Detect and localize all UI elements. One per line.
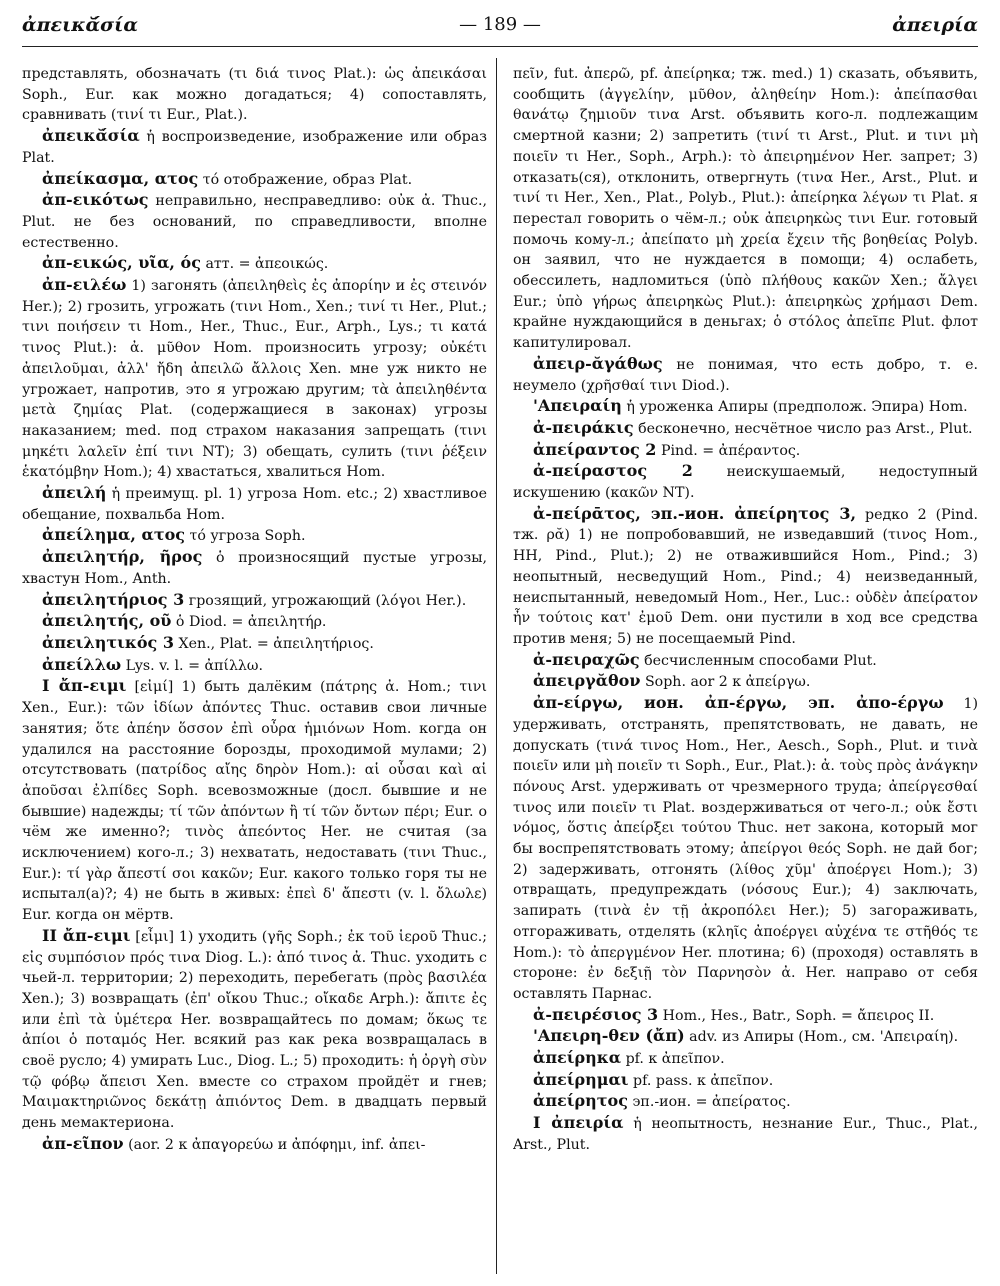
dictionary-entry [22, 547, 487, 589]
entry-headword: ἀ-πειράκις [533, 417, 634, 437]
dictionary-entry [22, 253, 487, 275]
dictionary-entry [22, 275, 487, 483]
dictionary-entry [513, 396, 978, 418]
entry-headword: ἀπείρητος [533, 1091, 628, 1111]
entry-headword: ἀπειλητήρ, ῆρος [42, 547, 203, 567]
entry-headword: ἀπείρημαι [533, 1069, 629, 1089]
dictionary-entry [22, 655, 487, 677]
entry-headword: I ἄπ-ειμι [42, 676, 127, 696]
entry-definition: ἡ преимущ. pl. 1) угроза Hom. etc.; 2) хвастливое обещание, похвальба Hom. [22, 486, 487, 523]
entry-definition: ὁ произносящий пустые угрозы, хвастун Hom., Anth. [22, 550, 487, 587]
dictionary-entry [513, 693, 978, 1005]
entry-headword: ἀπ-εῖπον [42, 1133, 124, 1153]
entry-headword: II ἄπ-ειμι [42, 925, 131, 945]
running-head [22, 14, 978, 44]
entry-headword: ἀπείρηκα [533, 1048, 622, 1068]
entry-headword: ἀπείκασμα, ατος [42, 168, 199, 188]
dictionary-entry [22, 926, 487, 1134]
dictionary-entry [513, 354, 978, 396]
entry-definition: бесконечно, несчётное число раз Arst., Plut. [633, 420, 973, 437]
header-rule [22, 46, 978, 47]
entry-definition: редко 2 (Pind. тж. ρᾰ) 1) не попробовавший, не изведавший (τινος Hom., HH, Pind., Plut.); 2) не отважившийся Hom., Pind.; 3) неопытный, несведущий Hom., Pind.; 4) неизведанный, неиспытанный, неведомый Hom., Her., Luc.: οὐδὲν ἀπείρατον ἦν τούτοις κατ' ἐμοῦ Dem. они пустили в ход все средства против меня; 5) не посещаемый Pind. [513, 506, 978, 647]
entry-definition: ἡ уроженка Апиры (предполож. Эпира) Hom. [621, 399, 968, 416]
entry-headword: ἀ-πείραστος 2 [533, 461, 693, 481]
entry-headword: ἀπεικᾰ́σία [42, 126, 140, 146]
entry-definition: 1) загонять (ἀπειληθεὶς ἐς ἀπορίην и ἐς στεινόν Her.); 2) грозить, угрожать (τινι Hom., Xen.; τινί τι Her., Plut.; τινι ποιήσειν τι Hom., Her., Thuc., Eur., Arph., Lys.; τι κατά τινος Plut.): ἀ. μῦθον Hom. произносить угрозу; οὐκέτι ἀπειλοῦμαι, ἀλλ' ἤδη ἀπειλῶ ἄλλοις Xen. мне уж никто не угрожает, напротив, это я угрожаю другим; τὰ ἀπειληθέντα μετὰ ζημίας Plat. (содержащиеся в законах) угрозы наказанием; med. под страхом наказания запрещать (τινι μηκέτι λαλεῖν ἐπί τινι NT); 3) обещать, сулить (τινι ῥέξειν ἑκατόμβην Hom.); 4) хвастаться, хвалиться Hom. [22, 278, 487, 481]
entry-headword: ἀπείραντος 2 [533, 439, 657, 459]
dictionary-entry [513, 1048, 978, 1070]
entry-headword: ἀ-πείρᾱτος, эп.-ион. ἀπείρητος 3, [533, 503, 857, 523]
dictionary-entry [513, 1113, 978, 1155]
dictionary-entry [513, 418, 978, 440]
entry-headword: I ἀπειρία [533, 1113, 624, 1133]
entry-definition: ὁ Diod. = ἀπειλητήρ. [171, 614, 327, 631]
entry-headword: ἀπειργᾰθον [533, 671, 641, 691]
entry-headword: ἀπείλλω [42, 654, 122, 674]
dictionary-entry [513, 671, 978, 693]
column-divider [496, 58, 497, 1274]
dictionary-entry [22, 1134, 487, 1156]
dictionary-entry [22, 633, 487, 655]
entry-headword: ἀπ-εικότως [42, 190, 149, 210]
dictionary-entry [22, 64, 487, 126]
dictionary-entry [22, 611, 487, 633]
entry-definition: [εἰμί] 1) быть далёким (πάτρης ἀ. Hom.; τινι Xen., Eur.): τῶν ἰδίων ἀπόντες Thuc. оставив свои личные занятия; ὅτε ἀπέην ὅσσον ἐπὶ οὖρα ἡμιόνων Hom. когда он удалился на расстояние борозды, проходимой мулами; 2) отсутствовать (πατρίδος αἴης δηρὸν Hom.): αἱ οὖσαι καὶ αἱ ἀποῦσαι ἐλπίδες Soph. всевозможные (досл. бывшие и не бывшие) надежды; τί τῶν ἀπόντων ἢ τί τῶν ὄντων πέρι; Eur. о чём же именно?; τινὸς ἀπεόντος Her. не считая (за исключением) кого-л.; 3) нехватать, недоставать (τινι Thuc., Eur.): τί γὰρ ἄπεστί σοι κακῶν; Eur. какого только горя ты не испытал(а)?; 4) не быть в живых: ἐπεὶ δ' ἄπεστι (v. l. ὄλωλε) Eur. когда он мёртв. [22, 679, 487, 924]
entry-headword: ἀπ-ειλέω [42, 275, 127, 295]
dictionary-entry [513, 1026, 978, 1048]
dictionary-entry [513, 1005, 978, 1027]
dictionary-entry [22, 590, 487, 612]
entry-definition: pf. к ἀπεῖπον. [621, 1051, 725, 1068]
entry-headword: 'Απειρη-θεν (ἄπ) [533, 1026, 685, 1046]
entry-definition: эп.-ион. = ἀπείρατος. [627, 1094, 791, 1111]
entry-headword: ἀπειρ-ᾰγάθως [533, 353, 663, 373]
dictionary-entry [513, 504, 978, 650]
entry-definition: представлять, обозначать (τι διά τινος Plat.): ὡς ἀπεικάσαι Soph., Eur. как можно догадаться; 4) сопоставлять, сравнивать (τινί τι Eur., Plat.). [22, 66, 487, 124]
entry-definition: (aor. 2 к ἀπαγορεύω и ἀπόφημι, inf. ἀπει- [123, 1136, 426, 1153]
entry-definition: Pind. = ἀπέραντος. [656, 442, 801, 459]
entry-headword: ἀ-πειραχῶς [533, 649, 640, 669]
entry-headword: 'Απειραίη [533, 396, 622, 416]
entry-definition: 1) удерживать, отстранять, препятствовать, не давать, не допускать (τινά τινος Hom., Her., Aesch., Soph., Plut. и τινὰ ποιεῖν или μὴ ποιεῖν τι Soph., Eur., Plat.): ἀ. τοὺς πρὸς ἀνάγκην πόνους Arst. удерживать от чрезмерного труда; ἀπείργεσθαί τινος или ποιεῖν τι Plat. воздерживаться от чего-л.; οὐκ ἔστι νόμος, ὅστις ἀπείρξει τούτου Thuc. нет закона, который мог бы воспрепятствовать этому; ἀπείργοι θεός Soph. не дай бог; 2) задерживать, отгонять (λίθος χῦμ' ἀποέργει Hom.); 3) отвращать, предупреждать (νόσους Eur.); 4) заключать, запирать (τινὰ ἐν τῇ ἀκροπόλει Her.); 5) загораживать, отгораживать, отделять (κληῖς ἀποέργει αὐχένα τε στῆθός τε Hom.): τὸ ἀπεργμένον Her. плотина; 6) (проходя) оставлять в стороне: ἐν δεξιῇ τὸν Παρνησὸν ἀ. Her. направо от себя оставлять Парнас. [513, 696, 978, 1002]
entry-definition: πεῖν, fut. ἀπερῶ, pf. ἀπείρηκα; тж. med.) 1) сказать, объявить, сообщить (ἀγγελίην, μῦθον, ἀληθείην Hom.): ἀπείπασθαι θανάτῳ ζημιοῦν τινα Arst. объявить кого-л. подлежащим смертной казни; 2) запретить (τινί τι Arst., Plut. и τινι μὴ ποιεῖν τι Her., Soph., Arph.): τὸ ἀπειρημένον Her. запрет; 3) отказать(ся), отклонить, отвергнуть (τινα Her., Arst., Plut. и τινί τι Her., Xen., Plat., Polyb., Plut.): ἀπείρηκα λέγων τι Plat. я перестал говорить о чём-л.; οὐκ ἀπειρηκὼς τινι Eur. готовый помочь кому-л.; ἀπείπατο μὴ χρεία ἔχειν τῆς βοηθείας Polyb. он заявил, что не нуждается в помощи; 4) ослабеть, обессилеть, надломиться (ὑπὸ πλήθους κακῶν Xen.; ἄλγει Eur.; ὑπὸ γήρως ἀπειρηκὼς Plut.): ἀπειρηκὼς χρήμασι Dem. крайне нуждающийся в деньгах; ὁ στόλος ἀπεῖπε Plut. флот капитулировал. [513, 66, 978, 352]
entry-definition: ἡ неопытность, незнание Eur., Thuc., Plat., Arst., Plut. [513, 1116, 978, 1153]
dictionary-entry [22, 676, 487, 925]
dictionary-entry [513, 1070, 978, 1092]
entry-definition: грозящий, угрожающий (λόγοι Her.). [184, 592, 467, 609]
entry-definition: атт. = ἀπεοικώς. [200, 256, 329, 273]
dictionary-entry [513, 1091, 978, 1113]
dictionary-entry [22, 525, 487, 547]
dictionary-entry [513, 64, 978, 354]
dictionary-entry [513, 461, 978, 503]
entry-headword: ἀπειλητήριος 3 [42, 589, 185, 609]
entry-headword: ἀπείλημα, ατος [42, 525, 185, 545]
entry-definition: не понимая, что есть добро, т. е. неумело (χρῆσθαί τινι Diod.). [513, 356, 978, 394]
dictionary-entry [513, 650, 978, 672]
dictionary-entry [513, 440, 978, 462]
left-column [22, 64, 487, 1274]
entry-headword: ἀπειλητικός 3 [42, 632, 174, 652]
entry-definition: τό отображение, образ Plat. [198, 171, 413, 188]
entry-definition: бесчисленным способами Plut. [639, 652, 877, 669]
dictionary-entry [22, 169, 487, 191]
entry-definition: Xen., Plat. = ἀπειλητήριος. [173, 635, 374, 652]
entry-definition: Lys. v. l. = ἀπίλλω. [121, 657, 264, 674]
entry-definition: ἡ воспроизведение, изображение или образ Plat. [22, 129, 487, 166]
entry-definition: [εἶμι] 1) уходить (γῆς Soph.; ἐκ τοῦ ἱεροῦ Thuc.; εἰς συμπόσιον πρός τινα Diog. L.): ἀπό τινος ἀ. Thuc. уходить с чьей-л. территории; 2) переходить, перебегать (πρὸς βασιλέα Xen.); 3) возвращать (ἐπ' οἴκου Thuc.; οἴκαδε Arph.): ἄπιτε ἐς или ἐπὶ τὰ ὑμέτερα Her. возвращайтесь по домам; ὅκως τε ἀπίοι ὁ ποταμός Her. всякий раз как река возвращалась в своё русло; 4) умирать Luc., Diog. L.; 5) проходить: ἡ ὀργὴ σὺν τῷ φόβῳ ἄπεισι Xen. вместе со страхом пройдёт и гнев; Μαιμακτηριῶνος δεκάτῃ ἀπιόντος Dem. в двадцать первый день мемактериона. [22, 928, 487, 1132]
entry-headword: ἀπ-εικώς, υῖα, ός [42, 253, 201, 273]
entry-headword: ἀπειλή [42, 483, 107, 503]
entry-definition: adv. из Апиры (Hom., см. 'Απειραίη). [684, 1029, 959, 1046]
entry-headword: ἀπειλητής, οῦ [42, 611, 172, 631]
entry-definition: Hom., Hes., Batr., Soph. = ἄπειρος II. [658, 1007, 935, 1024]
right-column [513, 64, 978, 1274]
page-number: — 189 — [459, 14, 541, 35]
entry-definition: неискушаемый, недоступный искушению (κακῶν NT). [513, 464, 978, 502]
dictionary-entry [22, 483, 487, 525]
entry-definition: Soph. aor 2 к ἀπείργω. [640, 674, 811, 691]
entry-headword: ἀ-πειρέσιος 3 [533, 1004, 659, 1024]
entry-definition: pf. pass. к ἀπεῖπον. [628, 1072, 774, 1089]
entry-definition: неправильно, несправедливо: οὐκ ἀ. Thuc., Plut. не без оснований, по справедливости, вполне естественно. [22, 193, 487, 251]
running-head-left: ἀπεικᾰ́σία [22, 14, 138, 36]
entry-definition: τό угроза Soph. [185, 528, 306, 545]
entry-headword: ἀπ-είργω, ион. ἀπ-έργω, эп. ἀπο-έργω [533, 693, 944, 713]
dictionary-entry [22, 190, 487, 253]
dictionary-entry [22, 126, 487, 168]
running-head-right: ἀπειρία [892, 14, 978, 36]
